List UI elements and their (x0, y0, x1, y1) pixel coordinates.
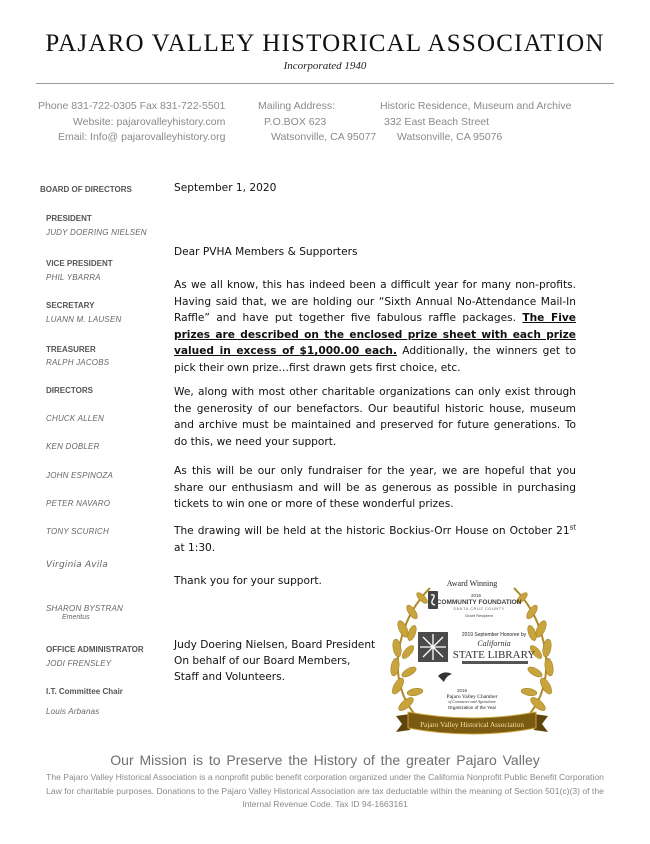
contact-column-residence (380, 99, 571, 146)
secretary-name: LUANN M. LAUSEN (46, 315, 122, 324)
signature-line-2: On behalf of our Board Members, (174, 655, 351, 667)
ordinal-suffix: st (569, 523, 576, 532)
it-chair-role: I.T. Committee Chair (46, 687, 123, 696)
organization-name: PAJARO VALLEY HISTORICAL ASSOCIATION (45, 30, 605, 57)
mailing-line1: P.O.BOX 623 (264, 115, 327, 128)
office-admin-role: OFFICE ADMINISTRATOR (46, 645, 144, 654)
emeritus-label: Emeritus (62, 614, 90, 621)
vice-president-name: PHIL YBARRA (46, 273, 101, 282)
treasurer-role: TREASURER (46, 345, 96, 354)
salutation: Dear PVHA Members & Supporters (174, 246, 358, 258)
paragraph-4 (174, 523, 576, 556)
badge-year-2: 2016 (456, 688, 468, 693)
residence-line2: Watsonville, CA 95076 (397, 131, 503, 143)
paragraph-1-text-end: Additionally, the winners get to pick their own prize…first drawn gets first choice, etc. (174, 345, 576, 374)
emeritus-name: SHARON BYSTRAN (46, 604, 124, 613)
badge-ribbon-text: Pajaro Valley Historical Association (420, 721, 524, 729)
letter-date: September 1, 2020 (174, 182, 277, 194)
header-divider (36, 83, 614, 84)
website: Website: pajarovalleyhistory.com (72, 115, 226, 128)
residence-line1: 332 East Beach Street (384, 115, 490, 128)
director-script-name: Virginia Avila (46, 560, 108, 570)
president-name: JUDY DOERING NIELSEN (46, 228, 147, 237)
contact-column-phone-web (38, 99, 225, 146)
thank-you: Thank you for your support. (174, 575, 322, 587)
badge-county: SANTA CRUZ COUNTY (453, 606, 505, 611)
badge-chamber-2: of Commerce and Agriculture (448, 699, 496, 704)
state-library-star-icon (418, 632, 448, 662)
paragraph-4-text-end: at 1:30. (174, 541, 216, 554)
chamber-bird-icon (438, 672, 452, 682)
mailing-label: Mailing Address: (258, 100, 336, 112)
contact-column-mailing (258, 99, 376, 146)
signature-line-3: Staff and Volunteers. (174, 671, 286, 683)
signature-line-1: Judy Doering Nielsen, Board President (174, 639, 376, 651)
director-name: JOHN ESPINOZA (46, 471, 114, 480)
mission-statement: Our Mission is to Preserve the History of the greater Pajaro Valley (110, 752, 540, 768)
badge-chamber-3: Organization of the Year (447, 705, 497, 710)
incorporated-line: Incorporated 1940 (283, 60, 367, 72)
treasurer-name: RALPH JACOBS (46, 358, 110, 367)
paragraph-1-text: As we all know, this has indeed been a difficult year for many non-profits. Having said that, we are holding our “Sixth Annual No-Attendance Mail-In Raffle” and have put together five fabulous raffle packages. (174, 279, 576, 325)
badge-award-text: Award Winning (446, 579, 498, 588)
badge-library-bar (462, 661, 528, 664)
mailing-line2: Watsonville, CA 95077 (271, 131, 377, 143)
badge-state-library: STATE LIBRARY (452, 649, 536, 661)
paragraph-3: As this will be our only fundraiser for the year, we are hopeful that you share our enthusiasm and will be as generous as possible in purchasing tickets to win one or more of these wonderful prizes. (174, 465, 576, 511)
president-role: PRESIDENT (46, 214, 92, 223)
badge-honoree: 2019 September Honoree by (461, 632, 527, 638)
it-chair-name: Louis Arbanas (46, 707, 100, 716)
badge-recipient: Grant Recipient (465, 613, 493, 618)
director-name: CHUCK ALLEN (46, 414, 104, 423)
paragraph-1 (174, 277, 576, 377)
director-name: TONY SCURICH (46, 527, 110, 536)
director-name: PETER NAVARO (46, 499, 111, 508)
directors-role: DIRECTORS (46, 386, 93, 395)
board-heading: BOARD OF DIRECTORS (40, 185, 132, 194)
badge-california: California (477, 639, 511, 648)
phone-fax: Phone 831-722-0305 Fax 831-722-5501 (38, 100, 226, 112)
office-admin-name: JODI FRENSLEY (46, 659, 112, 668)
vice-president-role: VICE PRESIDENT (46, 259, 113, 268)
director-name: KEN DOBLER (46, 442, 100, 451)
badge-chamber-1: Pajaro Valley Chamber (446, 694, 498, 700)
paragraph-4-text: The drawing will be held at the historic Bockius-Orr House on October 21 (174, 525, 570, 537)
residence-label: Historic Residence, Museum and Archive (380, 100, 572, 112)
badge-year-1: 2016 (470, 593, 482, 598)
prize-highlight: The Five prizes are described on the enclosed prize sheet with each prize valued in excess of $1,000.00 each. (174, 312, 576, 358)
award-badge (382, 574, 562, 746)
badge-foundation: COMMUNITY FOUNDATION (436, 599, 522, 606)
secretary-role: SECRETARY (46, 301, 95, 310)
email: Email: Info@ pajarovalleyhistory.org (57, 131, 226, 143)
nonprofit-disclaimer: The Pajaro Valley Historical Association is a nonprofit public benefit corporation organized under the California Nonprofit Public Benefit Corporation Law for charitable purposes. Donations to the Pajaro Valley Historical Association are tax deductable within the meaning of Section 501(c)(3) of the Internal Revenue Code. Tax ID 94-1663161 (46, 772, 604, 809)
paragraph-2: We, along with most other charitable organizations can only exist through the generosity of our benefactors. Our beautiful historic house, museum and archive must be maintained and preserved for future generations. To do this, we need your support. (174, 386, 576, 448)
